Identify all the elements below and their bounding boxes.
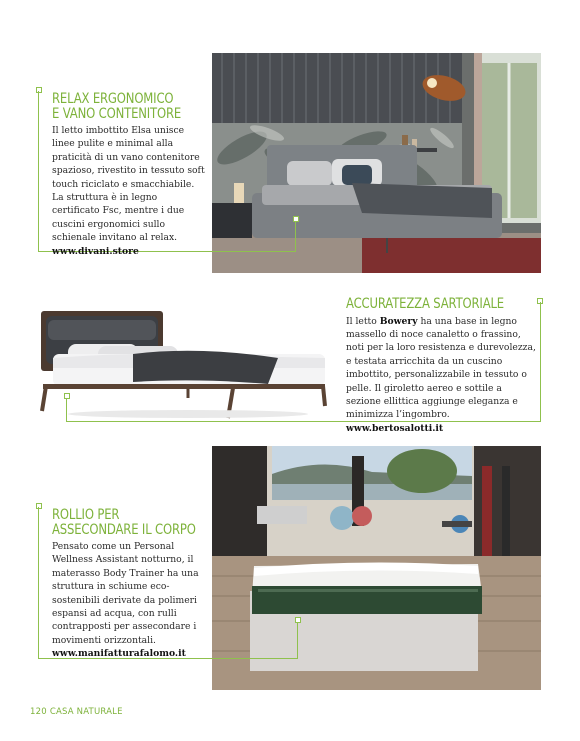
connector-line (38, 507, 39, 658)
connector-dot (36, 503, 42, 509)
website-link[interactable]: www.bertosalotti.it (346, 422, 444, 434)
bowery-bed-photo (38, 306, 328, 421)
section-body: Il letto imbottito Elsa unisce linee pulite e minimal alla praticità di un vano contenitore spazioso, rivestito in tessuto soft touch riciclato e smacchiabile. La struttura è in legno certificato Fsc, mentre i due cuscini ergonomici sullo schienale invitano al relax. www.divani.store (52, 125, 205, 257)
connector-dot (36, 87, 42, 93)
elsa-bed-photo (212, 53, 541, 273)
connector-line (540, 302, 541, 422)
section-heading: ACCURATEZZA SARTORIALE (346, 296, 504, 312)
section-heading: RELAX ERGONOMICO E VANO CONTENITORE (52, 91, 182, 122)
website-link[interactable]: www.divani.store (52, 245, 139, 257)
section-bowery (346, 297, 536, 435)
section-body: Il letto Bowery ha una base in legno massello di noce canaletto o frassino, noti per la loro resistenza e durevolezza, e testata arricchita da un cuscino imbottito, personalizzabile in tessuto o pelle. Il giroletto aereo e sottile a sezione ellittica aggiunge eleganza e minimizza l’ingombro. www.bertosalotti.it (346, 315, 536, 434)
magazine-name: CASA NATURALE (49, 707, 123, 717)
section-body-trainer (52, 508, 207, 661)
section-heading: ROLLIO PER ASSECONDARE IL CORPO (52, 507, 196, 538)
connector-dot (64, 393, 70, 399)
section-elsa (52, 92, 207, 258)
website-link[interactable]: www.manifatturafalomo.it (52, 648, 186, 660)
body-trainer-mattress-photo (212, 446, 541, 690)
page-number: 120 (30, 707, 47, 717)
connector-dot (295, 617, 301, 623)
connector-line (295, 218, 296, 252)
connector-line (38, 91, 39, 251)
page-footer (30, 707, 123, 717)
connector-dot (293, 216, 299, 222)
section-body: Pensato come un Personal Wellness Assistant notturno, il materasso Body Trainer ha una struttura in schiume eco-sostenibili derivate da polimeri espansi ad acqua, con rulli contrapposti per assecondare i movimenti orizzontali. www.manifatturafalomo.it (52, 541, 199, 660)
product-name: Bowery (379, 315, 418, 327)
connector-line (66, 396, 67, 422)
connector-line (297, 620, 298, 659)
